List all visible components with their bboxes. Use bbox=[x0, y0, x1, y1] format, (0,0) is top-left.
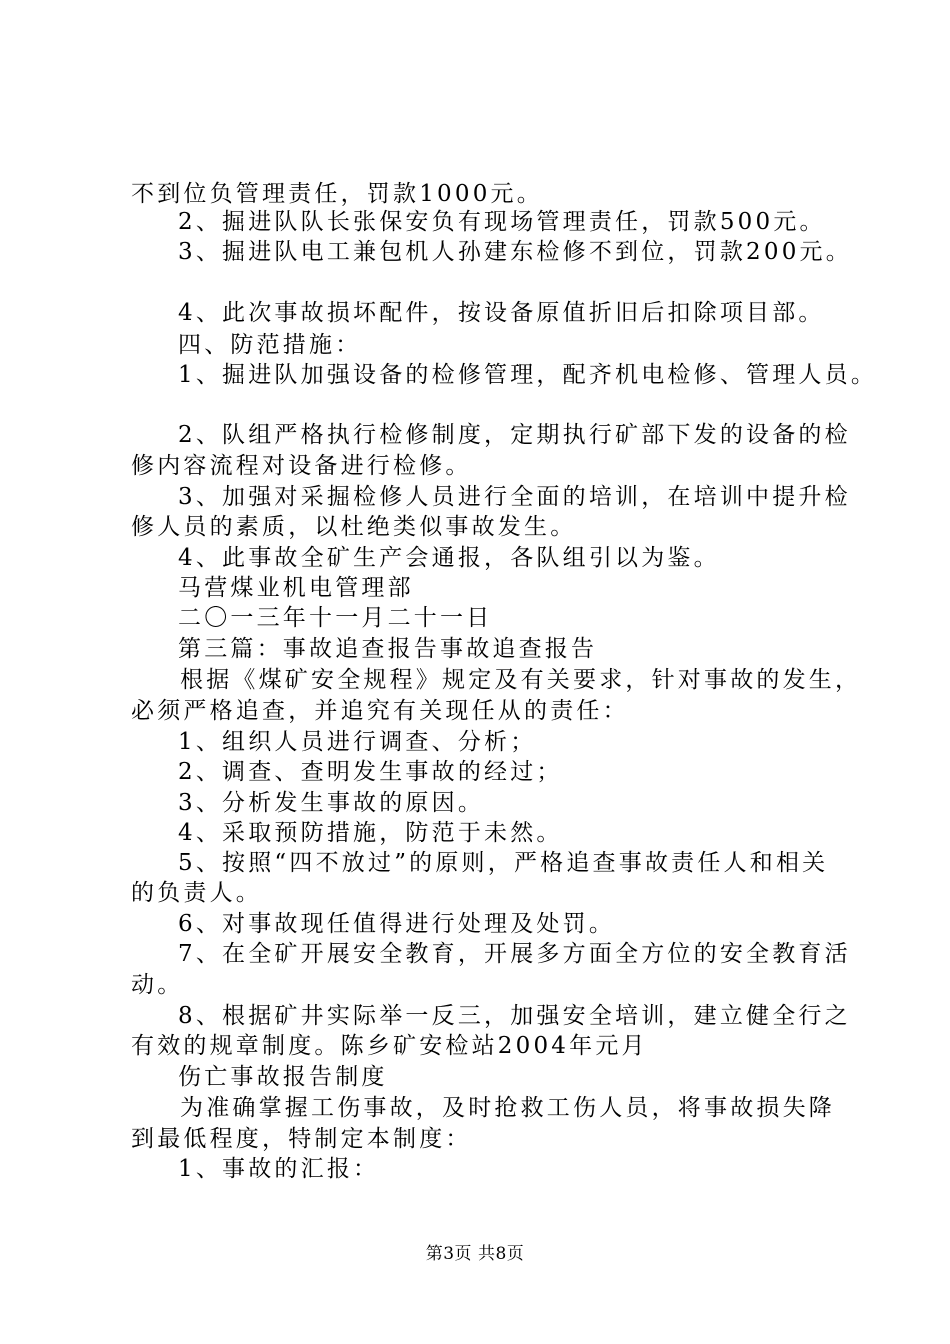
text-line: 修内容流程对设备进行检修。 bbox=[131, 453, 472, 479]
text-line: 为准确掌握工伤事故，及时抢救工伤人员，将事故损失降 bbox=[180, 1095, 835, 1121]
signature-department: 马营煤业机电管理部 bbox=[178, 575, 414, 601]
section-heading: 四、防范措施： bbox=[178, 332, 362, 358]
page-footer: 第3页 共8页 bbox=[425, 1244, 525, 1264]
text-line: 2、调查、查明发生事故的经过； bbox=[178, 759, 563, 785]
chapter-title: 第三篇：事故追查报告事故追查报告 bbox=[178, 636, 598, 662]
text-line: 1、事故的汇报： bbox=[178, 1156, 380, 1182]
text-line: 7、在全矿开展安全教育，开展多方面全方位的安全教育活 bbox=[178, 941, 851, 967]
text-line: 根据《煤矿安全规程》规定及有关要求，针对事故的发生， bbox=[180, 667, 862, 693]
text-line: 2、掘进队队长张保安负有现场管理责任，罚款500元。 bbox=[178, 209, 826, 235]
text-line: 6、对事故现任值得进行处理及处罚。 bbox=[178, 911, 616, 937]
text-line: 4、此次事故损坏配件，按设备原值折旧后扣除项目部。 bbox=[178, 300, 825, 326]
text-line: 4、采取预防措施，防范于未然。 bbox=[178, 820, 563, 846]
section-title: 伤亡事故报告制度 bbox=[178, 1064, 388, 1090]
text-line: 3、加强对采掘检修人员进行全面的培训，在培训中提升检 bbox=[178, 484, 851, 510]
text-line: 3、掘进队电工兼包机人孙建东检修不到位，罚款200元。 bbox=[178, 239, 852, 265]
text-line: 必须严格追查，并追究有关现任从的责任： bbox=[131, 698, 629, 724]
text-line: 1、组织人员进行调查、分析； bbox=[178, 729, 537, 755]
text-line: 不到位负管理责任，罚款1000元。 bbox=[131, 181, 543, 207]
text-line: 的负责人。 bbox=[131, 880, 262, 906]
text-line: 1、掘进队加强设备的检修管理，配齐机电检修、管理人员。 bbox=[178, 362, 878, 388]
text-line: 2、队组严格执行检修制度，定期执行矿部下发的设备的检 bbox=[178, 422, 851, 448]
text-line: 动。 bbox=[131, 972, 184, 998]
text-line: 8、根据矿井实际举一反三，加强安全培训，建立健全行之 bbox=[178, 1003, 851, 1029]
signature-date: 二〇一三年十一月二十一日 bbox=[178, 605, 493, 631]
text-line: 5、按照“四不放过”的原则，严格追查事故责任人和相关 bbox=[178, 850, 829, 876]
text-line: 有效的规章制度。陈乡矿安检站2004年元月 bbox=[131, 1033, 648, 1059]
text-line: 到最低程度，特制定本制度： bbox=[131, 1126, 472, 1152]
text-line: 4、此事故全矿生产会通报，各队组引以为鉴。 bbox=[178, 545, 720, 571]
text-line: 修人员的素质，以杜绝类似事故发生。 bbox=[131, 514, 577, 540]
text-line: 3、分析发生事故的原因。 bbox=[178, 790, 485, 816]
